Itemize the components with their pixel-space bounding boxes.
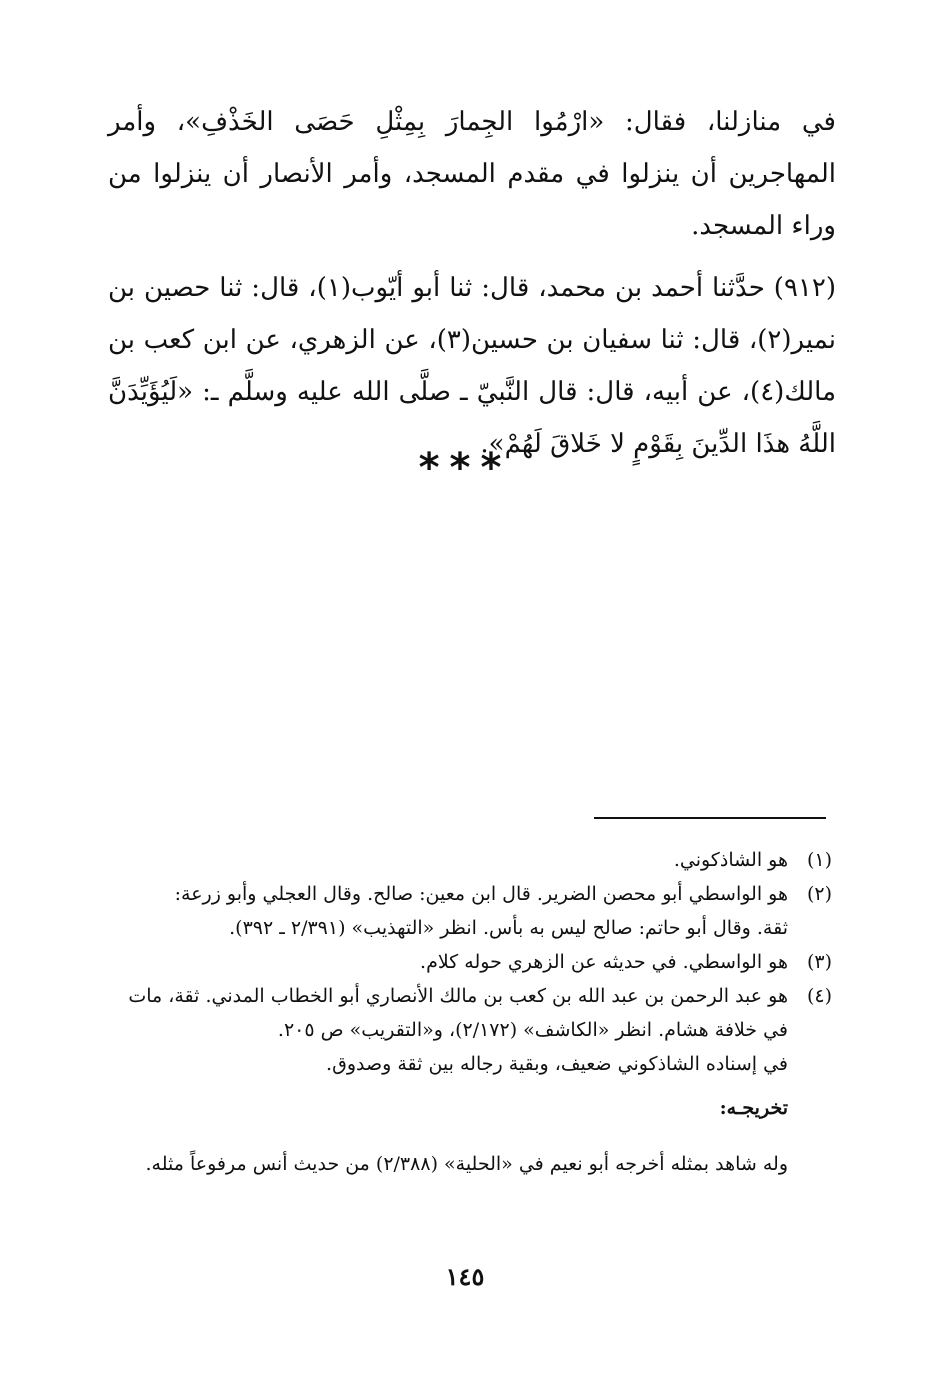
footnote-text — [120, 945, 788, 979]
footnote-text — [120, 979, 788, 1081]
footnote-number: (٤) — [806, 985, 832, 1007]
footnote-text — [120, 877, 788, 945]
takhrij-heading: تخريجـه: — [719, 1097, 788, 1119]
page-number: ١٤٥ — [445, 1262, 485, 1291]
footnote-line: هو الواسطي. في حديثه عن الزهري حوله كلام. — [420, 951, 788, 973]
footnote-line: في خلافة هشام. انظر «الكاشف» (٢/١٧٢)، و«التقريب» ص ٢٠٥. — [277, 1019, 788, 1041]
footnote-line: هو عبد الرحمن بن عبد الله بن كعب بن مالك الأنصاري أبو الخطاب المدني. ثقة، مات — [128, 985, 788, 1007]
footnotes — [120, 843, 832, 1181]
footnote-3 — [120, 945, 832, 979]
footnote-line: في إسناده الشاذكوني ضعيف، وبقية رجاله بين ثقة وصدوق. — [326, 1053, 788, 1075]
takhrij-text: وله شاهد بمثله أخرجه أبو نعيم في «الحلية» (٢/٣٨٨) من حديث أنس مرفوعاً مثله. — [145, 1153, 788, 1175]
footnote-4 — [120, 979, 832, 1081]
footnote-line: هو الواسطي أبو محصن الضرير. قال ابن معين: صالح. وقال العجلي وأبو زرعة: — [174, 883, 788, 905]
footnote-number: (٣) — [806, 951, 832, 973]
footnote-text — [120, 843, 788, 877]
footnote-divider — [594, 817, 826, 819]
footnote-line: هو الشاذكوني. — [673, 849, 788, 871]
paragraph-hadith-912: (٩١٢) حدَّثنا أحمد بن محمد، قال: ثنا أبو أيّوب(١)، قال: ثنا حصين بن نمير(٢)، قال: ثنا سفيان بن حسين(٣)، عن الزهري، عن ابن كعب بن مالك(٤)، عن أبيه، قال: قال النَّبيّ ـ صلَّى الله عليه وسلَّم ـ: «لَيُؤَيِّدَنَّ اللَّهُ هذَا الدِّينَ بِقَوْمٍ لا خَلاقَ لَهُمْ». — [108, 273, 836, 459]
footnote-number: (١) — [806, 849, 832, 871]
footnote-line: ثقة. وقال أبو حاتم: صالح ليس به بأس. انظر «التهذيب» (٢/٣٩١ ـ ٣٩٢). — [229, 917, 788, 939]
footnote-2 — [120, 877, 832, 945]
footnote-number: (٢) — [806, 883, 832, 905]
section-separator: *** — [418, 445, 512, 491]
main-text — [108, 96, 836, 470]
paragraph-continuation: في منازلنا، فقال: «ارْمُوا الجِمارَ بِمِثْلِ حَصَى الخَذْفِ»، وأمر المهاجرين أن ينزلوا في مقدم المسجد، وأمر الأنصار أن ينزلوا من وراء المسجد. — [108, 107, 836, 241]
footnote-1 — [120, 843, 832, 877]
